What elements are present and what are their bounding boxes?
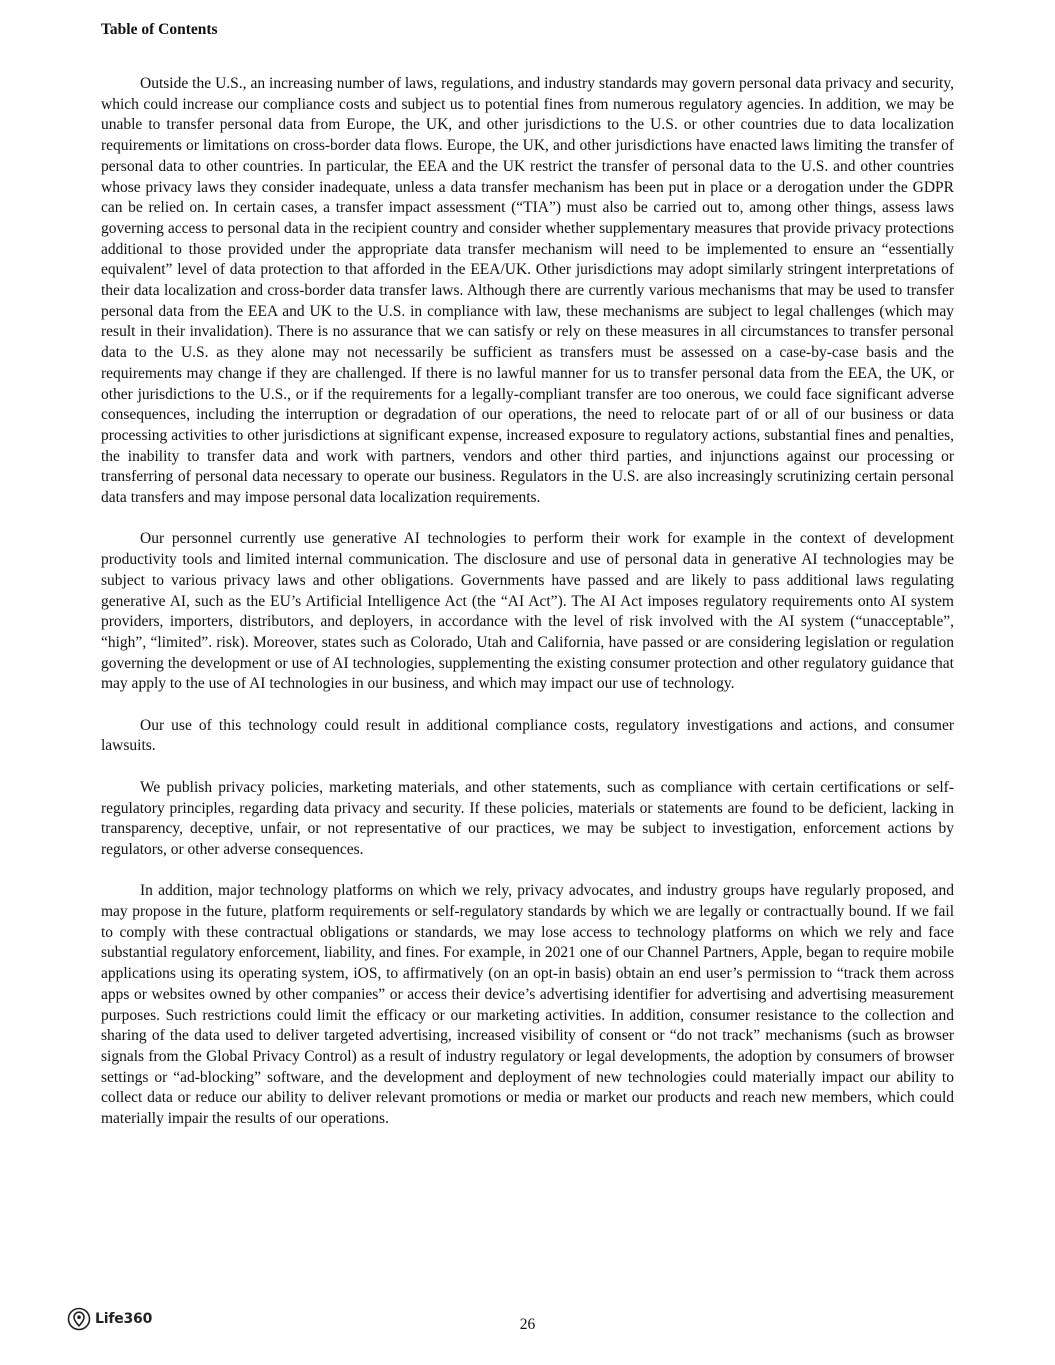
paragraph-data-transfer: Outside the U.S., an increasing number of laws, regulations, and industry standards may govern personal data privacy and security, which could increase our compliance costs and subject us to potential fines from numerous regulatory agencies. In addition, we may be unable to transfer personal data from Europe, the UK, and other jurisdictions to the U.S. or other countries due to data localization requirements or limitations on cross-border data flows. Europe, the UK, and other jurisdictions have enacted laws limiting the transfer of personal data to other countries. In particular, the EEA and the UK restrict the transfer of personal data to the U.S. and other countries whose privacy laws they consider inadequate, unless a data transfer mechanism has been put in place or a derogation under the GDPR can be relied on. In certain cases, a transfer impact assessment (“TIA”) must also be carried out to, among other things, assess laws governing access to personal data in the recipient country and consider whether supplementary measures that provide privacy protections additional to those provided under the appropriate data transfer mechanism will need to be implemented to ensure an “essentially equivalent” level of data protection to that afforded in the EEA/UK. Other jurisdictions may adopt similarly stringent interpretations of their data localization and cross-border data transfer laws. Although there are currently various mechanisms that may be used to transfer personal data from the EEA and UK to the U.S. in compliance with law, these mechanisms are subject to legal challenges (which may result in their invalidation). There is no assurance that we can satisfy or rely on these measures in all circumstances to transfer personal data to the U.S. as they alone may not necessarily be sufficient as transfers must be assessed on a case-by-case basis and the requirements may change if they are challenged. If there is no lawful manner for us to transfer personal data from the EEA, the UK, or other jurisdictions to the U.S., or if the requirements for a legally-compliant transfer are too onerous, we could face significant adverse consequences, including the interruption or degradation of our operations, the need to relocate part of or all of our business or data processing activities to other jurisdictions at significant expense, increased exposure to regulatory actions, substantial fines and penalties, the inability to transfer data and work with partners, vendors and other third parties, and injunctions against our processing or transferring of personal data necessary to operate our business. Regulators in the U.S. are also increasingly scrutinizing certain personal data transfers and may impose personal data localization requirements. xyxy=(101,75,954,507)
paragraph-compliance-costs: Our use of this technology could result in additional compliance costs, regulatory investigations and actions, and consumer lawsuits. xyxy=(101,716,954,755)
paragraph-privacy-policies: We publish privacy policies, marketing materials, and other statements, such as compliance with certain certifications or self-regulatory principles, regarding data privacy and security. If these policies, materials or statements are found to be deficient, lacking in transparency, deceptive, unfair, or not representative of our practices, we may be subject to investigation, enforcement actions by regulators, or other adverse consequences. xyxy=(101,778,954,858)
paragraph-technology-platforms: In addition, major technology platforms on which we rely, privacy advocates, and industry groups have regularly proposed, and may propose in the future, platform requirements or self-regulatory standards by which we are legally or contractually bound. If we fail to comply with these contractual obligations or standards, we may lose access to technology platforms on which we rely and face substantial regulatory enforcement, liability, and fines. For example, in 2021 one of our Channel Partners, Apple, began to require mobile applications using its operating system, iOS, to affirmatively (on an opt-in basis) obtain an end user’s permission to “track them across apps or websites owned by other companies” or access their device’s advertising identifier for advertising and advertising measurement purposes. Such restrictions could limit the efficacy or our marketing activities. In addition, consumer resistance to the collection and sharing of the data used to deliver targeted advertising, increased visibility of consent or “do not track” mechanisms (such as browser signals from the Global Privacy Control) as a result of industry regulatory or legal developments, the adoption by consumers of browser settings or “ad-blocking” software, and the development and deployment of new technologies could materially impact our ability to collect data or reduce our ability to deliver relevant promotions or media or market our products and reach new members, which could materially impair the results of our operations. xyxy=(101,882,954,1128)
page-number: 26 xyxy=(519,1316,536,1333)
table-of-contents-link[interactable]: Table of Contents xyxy=(101,21,218,38)
document-body xyxy=(101,74,954,1150)
life360-logo-text: Life360 xyxy=(95,1311,153,1327)
paragraph-generative-ai: Our personnel currently use generative AI technologies to perform their work for example in the context of development productivity tools and limited internal communication. The disclosure and use of personal data in generative AI technologies may be subject to various privacy laws and other obligations. Governments have passed and are likely to pass additional laws regulating generative AI, such as the EU’s Artificial Intelligence Act (the “AI Act”). The AI Act imposes regulatory requirements onto AI system providers, importers, distributors, and deployers, in accordance with the level of risk involved with the AI system (“unacceptable”, “high”, “limited”. risk). Moreover, states such as Colorado, Utah and California, have passed or are considering legislation or regulation governing the development or use of AI technologies, supplementing the existing consumer protection and other regulatory guidance that may apply to the use of AI technologies in our business, and which may impact our use of technology. xyxy=(101,530,954,693)
